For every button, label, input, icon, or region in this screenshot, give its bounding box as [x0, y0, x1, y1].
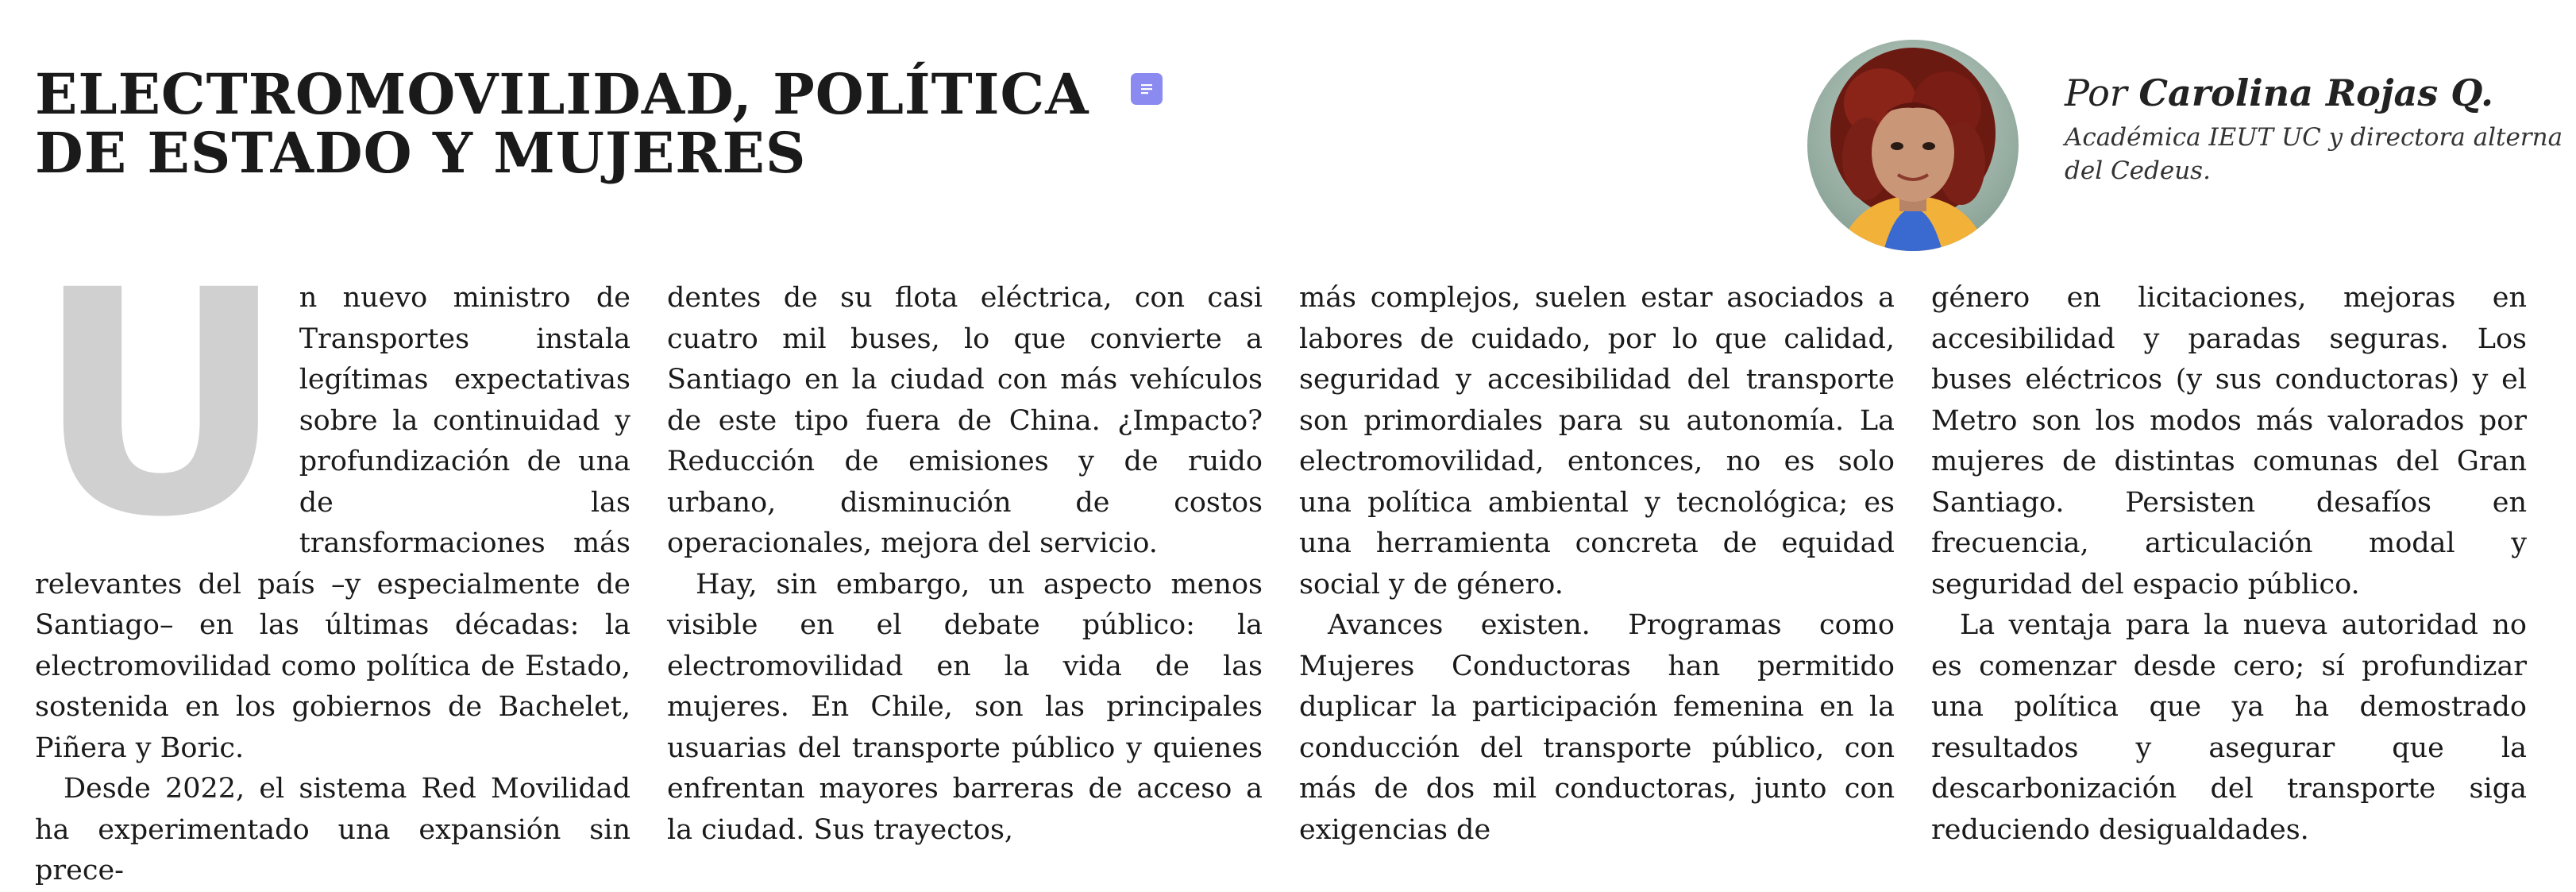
- article-column-1: [35, 224, 631, 886]
- article-column-4: [1931, 278, 2527, 846]
- byline-author: Carolina Rojas Q.: [2138, 71, 2494, 114]
- paragraph: más complejos, suelen estar asociados a labores de cuidado, por lo que calidad, seguridad y accesibilidad del transporte son primordiales para su autonomía. La electromovilidad, entonces, no es solo una política ambiental y tecnológica; es una herramienta concreta de equidad social y de género.: [1299, 282, 1895, 600]
- note-icon[interactable]: [1131, 73, 1163, 105]
- paragraph: género en licitaciones, mejoras en accesibilidad y paradas seguras. Los buses eléctricos (y sus conductoras) y el Metro son los modos más valorados por mujeres de distintas comunas del Gran Santiago. Persisten desafíos en frecuencia, articulación modal y seguridad del espacio público.: [1931, 282, 2527, 600]
- drop-cap: U: [35, 224, 287, 585]
- paragraph: Avances existen. Programas como Mujeres Conductoras han permitido duplicar la participación femenina en la conducción del transporte público, con más de dos mil conductoras, junto con exigencias de: [1299, 609, 1895, 846]
- paragraph: Desde 2022, el sistema Red Movilidad ha experimentado una expansión sin prece-: [35, 773, 631, 886]
- article-column-3: [1299, 278, 1895, 846]
- byline-name: [2065, 70, 2573, 116]
- paragraph: n nuevo ministro de Transportes instala legítimas expectativas sobre la continuidad y profundización de una de las transformaciones más relevantes del país –y especialmente de Santiago– en las últimas décadas: la electromovilidad como política de Estado, sostenida en los gobiernos de Bachelet, Piñera y Boric.: [35, 282, 631, 764]
- headline-line-2: DE ESTADO Y MUJERES: [35, 120, 807, 186]
- paragraph: Hay, sin embargo, un aspecto menos visible en el debate público: la electromovilidad en la vida de las mujeres. En Chile, son las principales usuarias del transporte público y quienes enfrentan mayores barreras de acceso a la ciudad. Sus trayectos,: [667, 568, 1263, 846]
- headline-line-1: ELECTROMOVILIDAD, POLÍTICA: [35, 61, 1089, 127]
- paragraph: La ventaja para la nueva autoridad no es comenzar desde cero; sí profundizar una política que ya ha demostrado resultados y asegurar que la descarbonización del transporte siga reduciendo desigualdades.: [1931, 609, 2527, 846]
- note-lines-icon: [1131, 73, 1163, 105]
- headline: [35, 61, 1089, 186]
- author-photo: [1807, 40, 2019, 251]
- byline: [2065, 70, 2573, 187]
- byline-by: Por: [2065, 71, 2127, 114]
- paragraph: dentes de su flota eléctrica, con casi cuatro mil buses, lo que convierte a Santiago en la ciudad con más vehículos de este tipo fuera de China. ¿Impacto? Reducción de emisiones y de ruido urbano, disminución de costos operacionales, mejora del servicio.: [667, 282, 1263, 559]
- byline-role: Académica IEUT UC y directora alterna del Cedeus.: [2065, 123, 2563, 185]
- article-column-2: [667, 278, 1263, 846]
